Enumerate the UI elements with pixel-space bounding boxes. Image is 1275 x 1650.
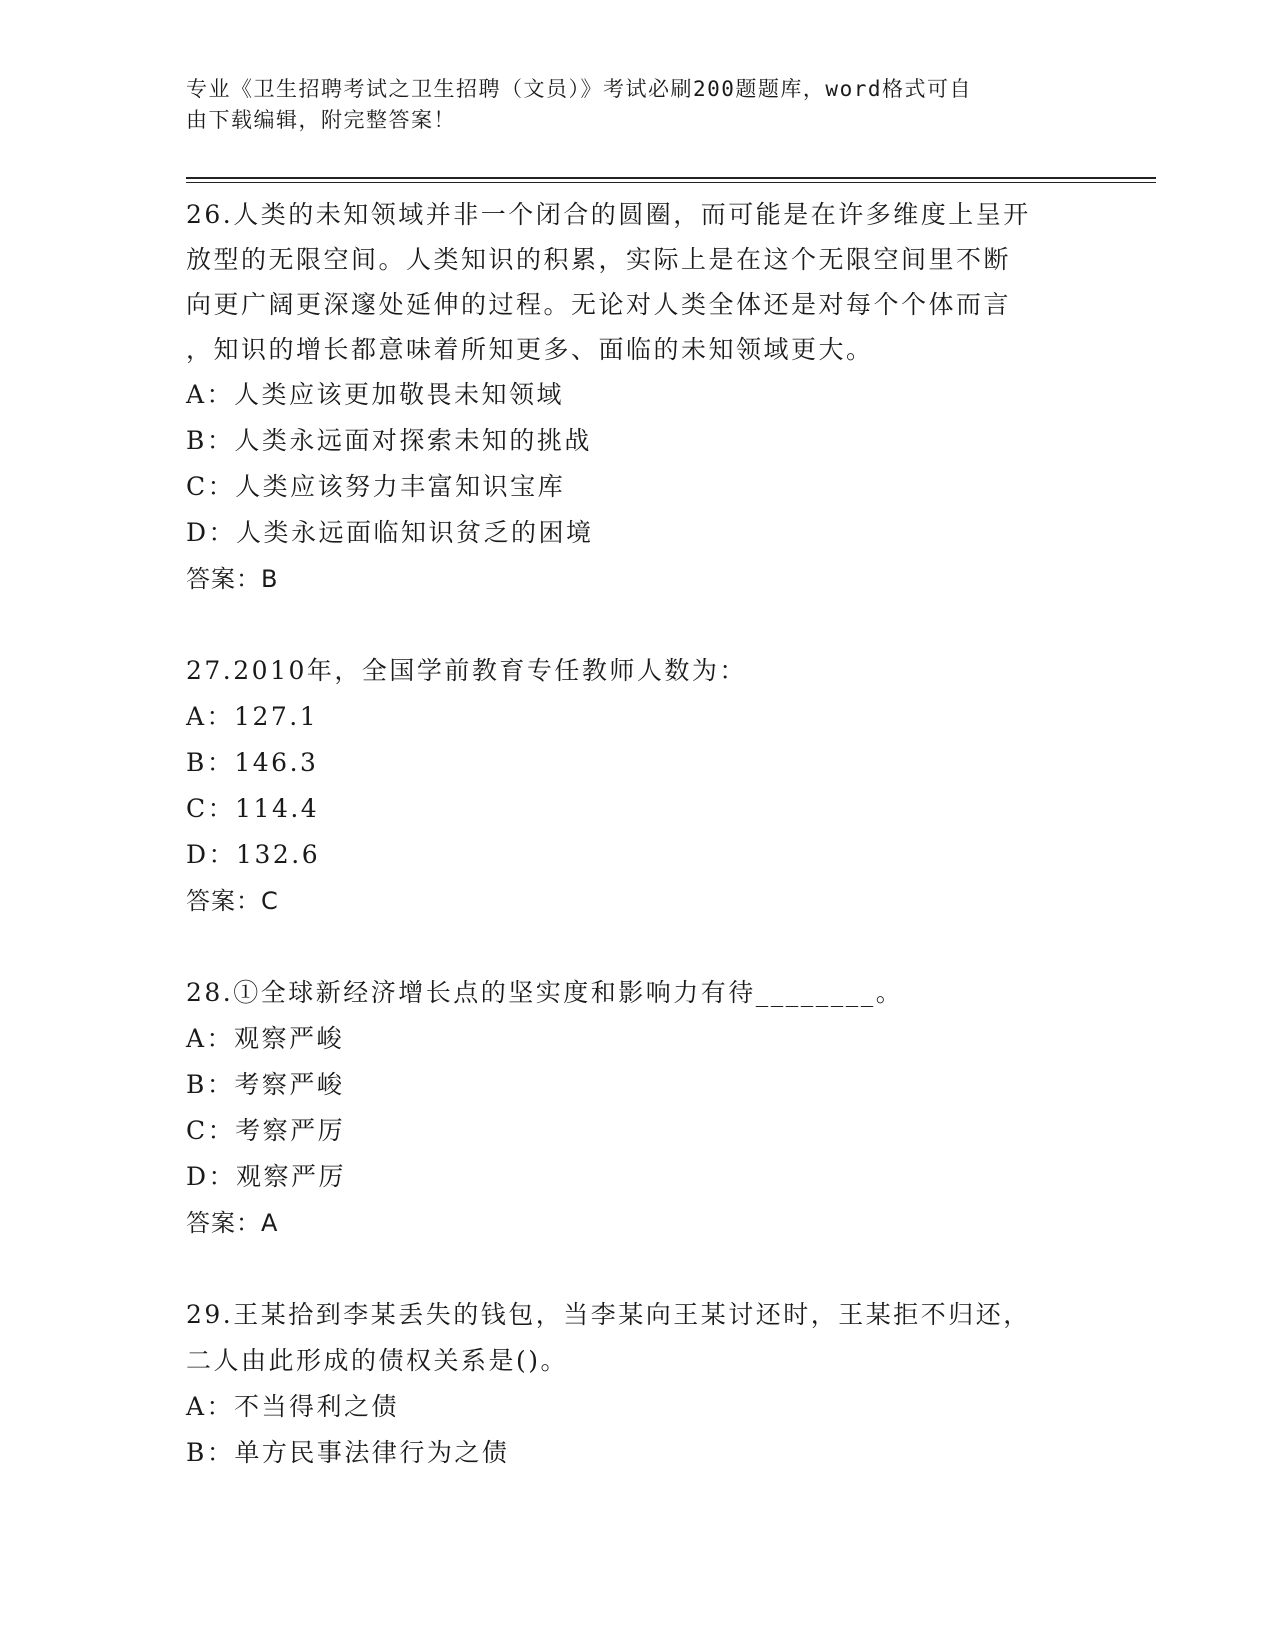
question-stem-line: 27.2010年，全国学前教育专任教师人数为：	[186, 656, 747, 685]
question-stem-line: 向更广阔更深邃处延伸的过程。无论对人类全体还是对每个个体而言	[186, 290, 1012, 319]
option-b: B：人类永远面对探索未知的挑战	[186, 426, 592, 455]
question-29	[186, 1292, 1086, 1476]
option-a: A：127.1	[186, 702, 319, 731]
question-list	[186, 192, 1086, 1522]
header-line-1: 专业《卫生招聘考试之卫生招聘（文员）》考试必刷200题题库，word格式可自	[186, 77, 972, 101]
header-line-2: 由下载编辑，附完整答案！	[186, 108, 456, 132]
header-divider-thin	[186, 182, 1156, 183]
answer-line: 答案：B	[186, 565, 279, 593]
answer-line: 答案：C	[186, 887, 279, 915]
option-c: C：考察严厉	[186, 1116, 346, 1145]
option-c: C：人类应该努力丰富知识宝库	[186, 472, 566, 501]
option-a: A：观察严峻	[186, 1024, 345, 1053]
document-header	[186, 74, 1066, 136]
option-b: B：考察严峻	[186, 1070, 345, 1099]
question-stem-line: 二人由此形成的债权关系是()。	[186, 1346, 569, 1375]
option-a: A：人类应该更加敬畏未知领域	[186, 380, 565, 409]
question-stem-line: 放型的无限空间。人类知识的积累，实际上是在这个无限空间里不断	[186, 245, 1012, 274]
question-26	[186, 192, 1086, 602]
option-c: C：114.4	[186, 794, 320, 823]
option-d: D：观察严厉	[186, 1162, 347, 1191]
option-d: D：132.6	[186, 840, 321, 869]
header-divider-thick	[186, 177, 1156, 179]
option-b: B：146.3	[186, 748, 319, 777]
question-stem-line: 26.人类的未知领域并非一个闭合的圆圈，而可能是在许多维度上呈开	[186, 200, 1031, 229]
question-stem-line: 29.王某拾到李某丢失的钱包，当李某向王某讨还时，王某拒不归还，	[186, 1300, 1031, 1329]
question-28	[186, 970, 1086, 1246]
question-stem-line: ，知识的增长都意味着所知更多、面临的未知领域更大。	[186, 335, 874, 364]
question-stem-line: 28.①全球新经济增长点的坚实度和影响力有待________。	[186, 978, 904, 1007]
answer-line: 答案：A	[186, 1209, 279, 1237]
option-b: B：单方民事法律行为之债	[186, 1438, 510, 1467]
option-a: A：不当得利之债	[186, 1392, 400, 1421]
question-27	[186, 648, 1086, 924]
option-d: D：人类永远面临知识贫乏的困境	[186, 518, 594, 547]
